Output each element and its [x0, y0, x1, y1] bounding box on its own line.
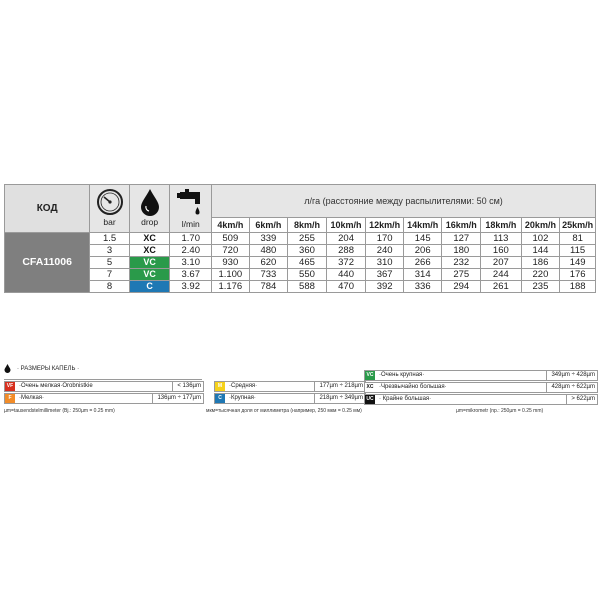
code-header: КОД	[5, 185, 90, 233]
water-drop-icon	[139, 188, 161, 216]
legend-item-range: > 622µm	[566, 395, 595, 404]
legend-item-name: ·Очень крупная·	[379, 372, 425, 378]
rate-cell: 204	[326, 233, 366, 245]
rate-cell: 266	[403, 257, 442, 269]
legend-item-name: ·Крупная·	[229, 395, 256, 401]
drop-size-cell: VC	[129, 257, 170, 269]
rate-cell: 127	[442, 233, 481, 245]
rate-cell: 930	[212, 257, 250, 269]
rate-cell: 1.176	[212, 281, 250, 293]
flow-label: l/min	[181, 219, 200, 229]
rate-cell: 220	[521, 269, 560, 281]
rate-cell: 144	[521, 245, 560, 257]
pressure-cell: 5	[90, 257, 130, 269]
drop-header	[129, 185, 170, 233]
pressure-header	[90, 185, 130, 233]
drop-size-cell: XC	[129, 245, 170, 257]
legend-item-name: ·Средняя·	[229, 383, 258, 389]
rate-cell: 480	[249, 245, 288, 257]
legend-item	[4, 393, 204, 404]
flow-cell: 2.40	[170, 245, 212, 257]
speed-header: 4km/h	[212, 218, 250, 233]
pressure-cell: 1.5	[90, 233, 130, 245]
rate-cell: 176	[560, 269, 596, 281]
rate-cell: 255	[288, 233, 327, 245]
flow-cell: 3.10	[170, 257, 212, 269]
table-row	[5, 269, 596, 281]
drop-size-legend	[4, 360, 596, 420]
legend-code-badge: C	[215, 394, 225, 403]
legend-item-range: 177µm ÷ 218µm	[314, 382, 363, 391]
rate-cell: 720	[212, 245, 250, 257]
legend-item-range: 218µm ÷ 349µm	[314, 394, 363, 403]
legend-item-range: 428µm ÷ 622µm	[546, 383, 595, 392]
rate-cell: 275	[442, 269, 481, 281]
legend-code-badge: VC	[366, 372, 374, 378]
legend-code-badge: VF	[6, 383, 14, 389]
pressure-gauge-icon	[96, 188, 124, 216]
legend-item-name: ·Чрезвычайно большая·	[379, 384, 447, 390]
rate-cell: 102	[521, 233, 560, 245]
legend-item-name: · Крайне большая·	[379, 396, 432, 402]
legend-item-range: 136µm ÷ 177µm	[152, 394, 201, 403]
rate-cell: 470	[326, 281, 366, 293]
drop-label: drop	[141, 217, 159, 227]
speed-header: 14km/h	[403, 218, 442, 233]
rate-cell: 588	[288, 281, 327, 293]
legend-item-range: < 136µm	[172, 382, 201, 391]
legend-note: мкм=тысячная доля от миллиметра (например, 250 мкм = 0.25 мм)	[206, 408, 362, 414]
pressure-label: bar	[103, 217, 116, 227]
flow-cell: 3.92	[170, 281, 212, 293]
drop-size-cell: VC	[129, 269, 170, 281]
nozzle-code: CFA11006	[5, 233, 90, 293]
drop-size-cell: C	[129, 281, 170, 293]
legend-item	[4, 381, 204, 392]
rate-cell: 620	[249, 257, 288, 269]
speed-header: 8km/h	[288, 218, 327, 233]
rate-cell: 240	[366, 245, 404, 257]
flow-header	[170, 185, 212, 233]
table-row	[5, 233, 596, 245]
legend-code-badge: F	[5, 394, 15, 403]
legend-item-range: 349µm ÷ 428µm	[546, 371, 595, 380]
speed-header: 25km/h	[560, 218, 596, 233]
rate-cell: 288	[326, 245, 366, 257]
flow-cell: 1.70	[170, 233, 212, 245]
rate-cell: 244	[481, 269, 522, 281]
speed-header: 6km/h	[249, 218, 288, 233]
legend-item	[214, 393, 366, 404]
legend-item	[214, 381, 366, 392]
rate-cell: 149	[560, 257, 596, 269]
rate-cell: 145	[403, 233, 442, 245]
rate-cell: 294	[442, 281, 481, 293]
rate-cell: 186	[521, 257, 560, 269]
rate-cell: 465	[288, 257, 327, 269]
rate-cell: 113	[481, 233, 522, 245]
speed-header: 10km/h	[326, 218, 366, 233]
table-row	[5, 245, 596, 257]
pressure-cell: 8	[90, 281, 130, 293]
table-row	[5, 281, 596, 293]
legend-note: µm=mikrometr (np.: 250µm = 0.25 mm)	[456, 408, 544, 414]
rate-cell: 550	[288, 269, 327, 281]
speed-header: 12km/h	[366, 218, 404, 233]
rate-cell: 372	[326, 257, 366, 269]
rate-title: л/га (расстояние между распылителями: 50 см)	[212, 185, 596, 218]
rate-cell: 81	[560, 233, 596, 245]
nozzle-table	[4, 184, 596, 293]
speed-header: 16km/h	[442, 218, 481, 233]
rate-cell: 360	[288, 245, 327, 257]
legend-code-badge: UC	[366, 396, 374, 402]
water-tap-icon	[177, 188, 205, 218]
rate-cell: 440	[326, 269, 366, 281]
rate-cell: 235	[521, 281, 560, 293]
rate-cell: 733	[249, 269, 288, 281]
legend-item	[364, 394, 598, 405]
speed-header: 18km/h	[481, 218, 522, 233]
rate-cell: 339	[249, 233, 288, 245]
drop-size-cell: XC	[129, 233, 170, 245]
rate-cell: 310	[366, 257, 404, 269]
rate-cell: 314	[403, 269, 442, 281]
legend-note: µm=tausendstelmillimeter (Bj.: 250µm = 0.25 mm)	[4, 408, 115, 414]
pressure-cell: 7	[90, 269, 130, 281]
legend-code-badge: XC	[366, 384, 374, 390]
pressure-cell: 3	[90, 245, 130, 257]
rate-cell: 188	[560, 281, 596, 293]
table-row	[5, 257, 596, 269]
speed-header: 20km/h	[521, 218, 560, 233]
rate-cell: 1.100	[212, 269, 250, 281]
rate-cell: 207	[481, 257, 522, 269]
rate-cell: 115	[560, 245, 596, 257]
rate-cell: 392	[366, 281, 404, 293]
legend-item-name: ·Очень мелкая·Orobnistkie	[19, 383, 93, 389]
flow-cell: 3.67	[170, 269, 212, 281]
legend-code-badge: M	[215, 382, 225, 391]
rate-cell: 160	[481, 245, 522, 257]
rate-cell: 261	[481, 281, 522, 293]
rate-cell: 336	[403, 281, 442, 293]
water-drop-icon	[4, 364, 11, 373]
rate-cell: 232	[442, 257, 481, 269]
rate-cell: 509	[212, 233, 250, 245]
rate-cell: 206	[403, 245, 442, 257]
rate-cell: 170	[366, 233, 404, 245]
rate-cell: 180	[442, 245, 481, 257]
legend-item	[364, 382, 598, 393]
rate-cell: 367	[366, 269, 404, 281]
legend-item	[364, 370, 598, 381]
legend-item-name: ·Мелкая·	[19, 395, 45, 401]
legend-title: · РАЗМЕРЫ КАПЕЛЬ ·	[4, 364, 79, 374]
rate-cell: 784	[249, 281, 288, 293]
